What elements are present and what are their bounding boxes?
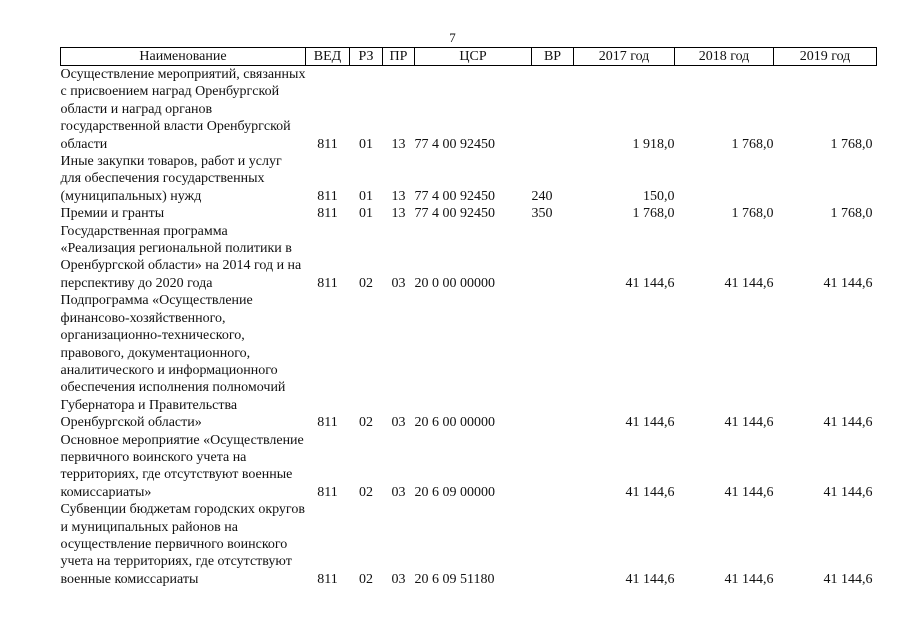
table-row <box>61 223 877 293</box>
row-amount-2017: 41 144,6 <box>625 275 675 291</box>
table-row <box>61 432 877 502</box>
row-name: Иные закупки товаров, работ и услуг для обеспечения государственных (муниципальных) нужд <box>60 154 282 204</box>
table-row <box>61 501 877 588</box>
row-amount-2019: 41 144,6 <box>823 571 873 587</box>
row-amount-2019 <box>774 153 877 205</box>
table-row <box>61 66 877 154</box>
row-amount-2017: 1 918,0 <box>632 136 675 152</box>
row-pr: 03 <box>391 571 406 587</box>
row-name: Государственная программа «Реализация региональной политики в Оренбургской области» на 2014 год и на перспективу до 2020 года <box>60 223 302 291</box>
table-header-row <box>61 48 877 66</box>
row-pr: 13 <box>391 206 406 222</box>
row-pr: 03 <box>391 415 406 431</box>
row-amount-2019: 41 144,6 <box>823 415 873 431</box>
row-amount-2018: 41 144,6 <box>724 415 774 431</box>
row-name: Основное мероприятие «Осуществление первичного воинского учета на территориях, где отсутствуют военные комиссариаты» <box>60 432 304 500</box>
row-csr: 20 0 00 00000 <box>414 275 495 291</box>
row-vr: 240 <box>531 188 553 204</box>
row-rz: 02 <box>359 275 373 291</box>
row-rz: 02 <box>359 484 373 500</box>
row-csr: 77 4 00 92450 <box>414 206 495 222</box>
column-header-name: Наименование <box>61 48 306 66</box>
column-header-csr: ЦСР <box>415 48 532 66</box>
row-name: Подпрограмма «Осуществление финансово-хозяйственного, организационно-технического, правового, документационного, аналитического и информационного обеспечения исполнения полномочий Губернатора и Правительства Оренбургской области» <box>60 293 286 431</box>
row-amount-2018: 41 144,6 <box>724 484 774 500</box>
row-rz: 01 <box>359 188 373 204</box>
column-header-2019: 2019 год <box>774 48 877 66</box>
row-amount-2017: 150,0 <box>643 188 675 204</box>
column-header-2017: 2017 год <box>574 48 675 66</box>
row-amount-2018: 1 768,0 <box>731 136 774 152</box>
row-amount-2018: 41 144,6 <box>724 571 774 587</box>
row-vr: 350 <box>531 206 553 222</box>
row-csr: 20 6 00 00000 <box>414 415 495 431</box>
row-rz: 01 <box>359 206 373 222</box>
row-rz: 01 <box>359 136 373 152</box>
row-ved: 811 <box>317 415 338 431</box>
row-vr <box>532 66 574 154</box>
column-header-ved: ВЕД <box>306 48 350 66</box>
budget-table <box>60 47 877 588</box>
table-row <box>61 153 877 205</box>
row-ved: 811 <box>317 571 338 587</box>
row-pr: 03 <box>391 275 406 291</box>
row-amount-2017: 41 144,6 <box>625 484 675 500</box>
row-vr <box>532 292 574 431</box>
row-ved: 811 <box>317 275 338 291</box>
row-pr: 03 <box>391 484 406 500</box>
row-amount-2018: 41 144,6 <box>724 275 774 291</box>
row-ved: 811 <box>317 188 338 204</box>
row-amount-2017: 1 768,0 <box>632 206 675 222</box>
row-vr <box>532 223 574 293</box>
column-header-2018: 2018 год <box>675 48 774 66</box>
row-amount-2018 <box>675 153 774 205</box>
row-amount-2019: 1 768,0 <box>830 136 873 152</box>
row-pr: 13 <box>391 136 406 152</box>
row-ved: 811 <box>317 206 338 222</box>
row-amount-2019: 41 144,6 <box>823 275 873 291</box>
row-amount-2019: 41 144,6 <box>823 484 873 500</box>
row-vr <box>532 501 574 588</box>
row-csr: 20 6 09 00000 <box>414 484 495 500</box>
row-name: Осуществление мероприятий, связанных с присвоением наград Оренбургской области и наград органов государственной власти Оренбургской области <box>60 67 306 152</box>
row-ved: 811 <box>317 484 338 500</box>
row-rz: 02 <box>359 571 373 587</box>
row-ved: 811 <box>317 136 338 152</box>
column-header-rz: РЗ <box>350 48 383 66</box>
row-rz: 02 <box>359 415 373 431</box>
row-csr: 20 6 09 51180 <box>414 571 495 587</box>
row-name: Субвенции бюджетам городских округов и муниципальных районов на осуществление первичного воинского учета на территориях, где отсутствуют военные комиссариаты <box>60 502 305 587</box>
row-csr: 77 4 00 92450 <box>414 188 495 204</box>
row-amount-2019: 1 768,0 <box>830 206 873 222</box>
row-vr <box>532 432 574 502</box>
column-header-vr: ВР <box>532 48 574 66</box>
table-row <box>61 205 877 222</box>
row-csr: 77 4 00 92450 <box>414 136 495 152</box>
table-row <box>61 292 877 431</box>
column-header-pr: ПР <box>383 48 415 66</box>
page-number: 7 <box>449 30 456 45</box>
row-pr: 13 <box>391 188 406 204</box>
row-name: Премии и гранты <box>60 206 165 222</box>
row-amount-2017: 41 144,6 <box>625 571 675 587</box>
row-amount-2018: 1 768,0 <box>731 206 774 222</box>
row-amount-2017: 41 144,6 <box>625 415 675 431</box>
